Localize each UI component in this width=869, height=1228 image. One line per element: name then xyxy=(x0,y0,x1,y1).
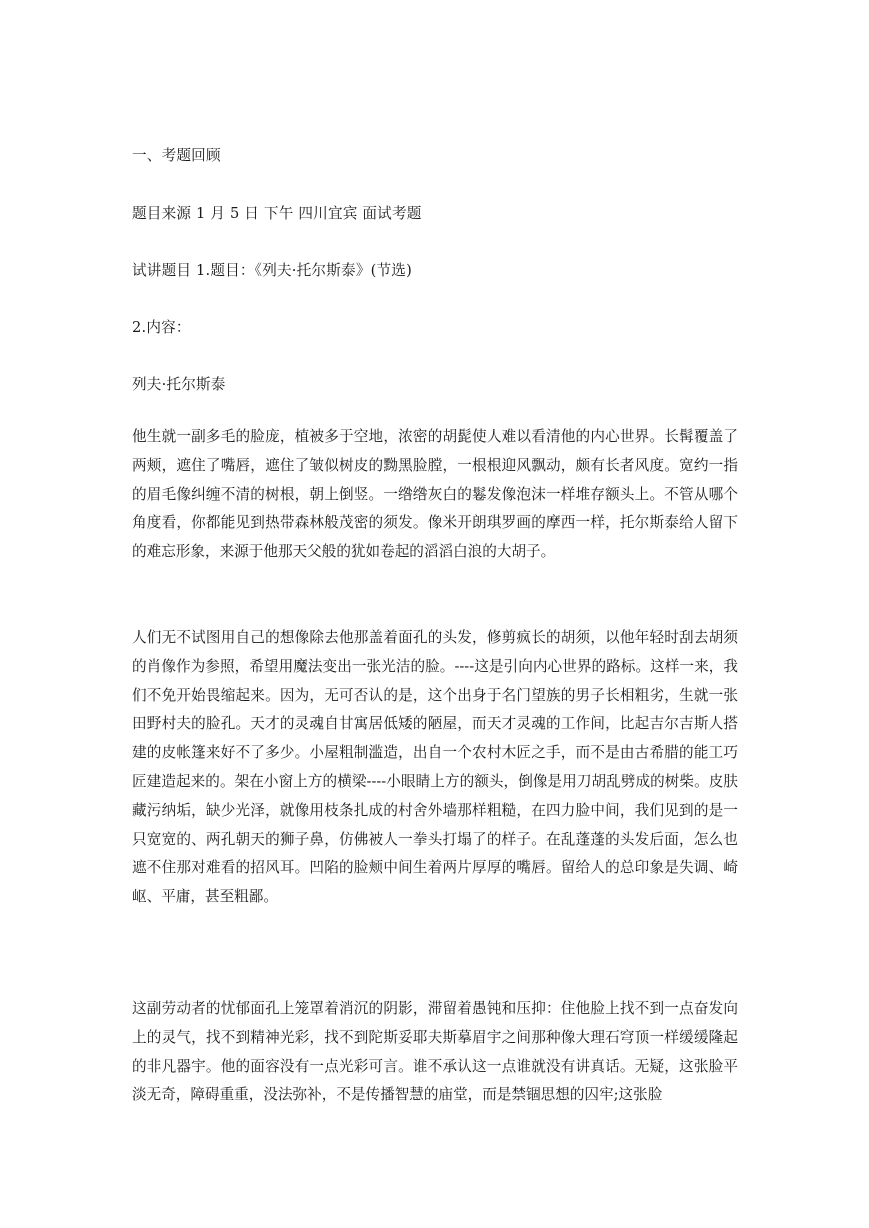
paragraph-3: 这副劳动者的忧郁面孔上笼罩着消沉的阴影，滞留着愚钝和压抑：住他脸上找不到一点奋发向上的灵气，找不到精神光彩，找不到陀斯妥耶夫斯摹眉宇之间那种像大理石穹顶一样缓缓隆起的非凡器宇。他的面容没有一点光彩可言。谁不承认这一点谁就没有讲真话。无疑，这张脸平淡无奇，障碍重重，没法弥补，不是传播智慧的庙堂，而是禁锢思想的囚牢;这张脸 xyxy=(132,1000,738,1104)
paragraph-2: 人们无不试图用自己的想像除去他那盖着面孔的头发，修剪疯长的胡须，以他年轻时刮去胡须的肖像作为参照，希望用魔法变出一张光洁的脸。----这是引向内心世界的路标。这样一来，我们不免开始畏缩起来。因为，无可否认的是，这个出身于名门望族的男子长相粗劣，生就一张田野村夫的脸孔。天才的灵魂自甘寓居低矮的陋屋，而天才灵魂的工作间，比起吉尔吉斯人搭建的皮帐篷来好不了多少。小屋粗制滥造，出自一个农村木匠之手，而不是由古希腊的能工巧匠建造起来的。架在小窗上方的横梁----小眼睛上方的额头，倒像是用刀胡乱劈成的树柴。皮肤藏污纳垢，缺少光泽，就像用枝条扎成的村舍外墙那样粗糙，在四力脸中间，我们见到的是一只宽宽的、两孔朝天的狮子鼻，仿佛被人一拳头打塌了的样子。在乱蓬蓬的头发后面，怎么也遮不住那对难看的招风耳。凹陷的脸颊中间生着两片厚厚的嘴唇。留给人的总印象是失调、崎岖、平庸，甚至粗鄙。 xyxy=(132,629,738,906)
lecture-topic: 试讲题目 1.题目：《列夫·托尔斯泰》(节选) xyxy=(132,262,412,279)
content-label: 2.内容： xyxy=(132,319,191,336)
question-source: 题目来源 1 月 5 日 下午 四川宜宾 面试考题 xyxy=(132,205,422,222)
section-heading: 一、考题回顾 xyxy=(132,147,221,164)
article-title: 列夫·托尔斯泰 xyxy=(132,376,226,393)
paragraph-1: 他生就一副多毛的脸庞，植被多于空地，浓密的胡髭使人难以看清他的内心世界。长髯覆盖了两颊，遮住了嘴唇，遮住了皱似树皮的黝黑脸膛，一根根迎风飘动，颇有长者风度。宽约一指的眉毛像纠缠不清的树根，朝上倒竖。一绺绺灰白的鬈发像泡沫一样堆存额头上。不管从哪个角度看，你都能见到热带森林般茂密的须发。像米开朗琪罗画的摩西一样，托尔斯泰给人留下的难忘形象，来源于他那天父般的犹如卷起的滔滔白浪的大胡子。 xyxy=(132,428,738,561)
